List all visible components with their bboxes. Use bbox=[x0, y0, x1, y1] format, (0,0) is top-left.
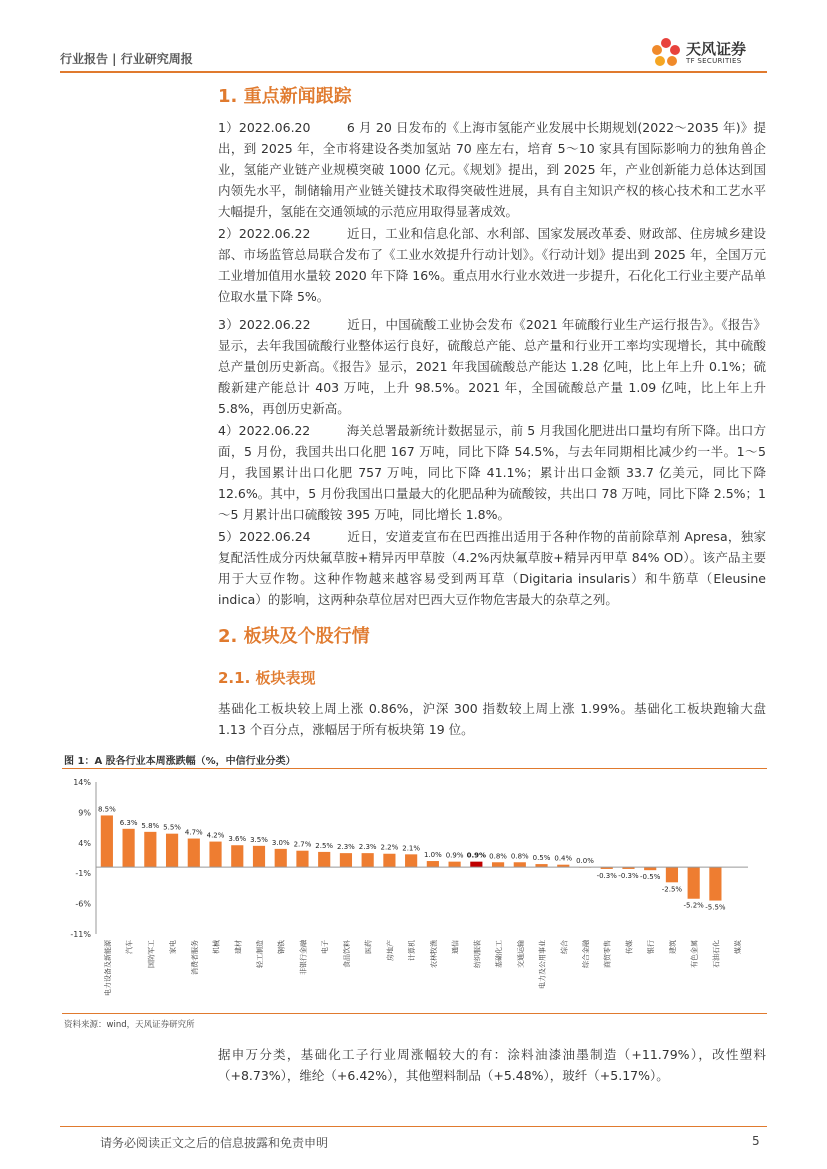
data-label: 4.7% bbox=[184, 828, 203, 837]
category-label: 综合金融 bbox=[582, 940, 590, 968]
data-label: 3.0% bbox=[271, 838, 290, 847]
news-text: 海关总署最新统计数据显示，前 5 月我国化肥进出口量均有所下降。出口方面，5 月份，我国共出口化肥 167 万吨，同比下降 54.5%，与去年同期相比减少约一半。1～5 月，我国累计出口化肥 757 万吨，同比下降 41.1%；累计出口金额 33.7 亿美元，同比下降 12.6%。其中，5 月份我国出口量最大的化肥品种为硫酸铵，共出口 78 万吨，同比下降 2.5%；1～5 月累计出口硫酸铵 395 万吨，同比增长 1.8%。 bbox=[218, 423, 766, 522]
figure-top-divider bbox=[62, 768, 767, 769]
subsector-paragraph: 据申万分类，基础化工子行业周涨幅较大的有：涂料油漆油墨制造（+11.79%），改性塑料（+8.73%），维纶（+6.42%），其他塑料制品（+5.48%），玻纤（+5.17%）。 bbox=[218, 1047, 766, 1083]
news-item-5 bbox=[218, 526, 766, 610]
news-date: 2022.06.20 bbox=[238, 120, 311, 135]
bar bbox=[514, 862, 526, 867]
bar bbox=[123, 829, 135, 867]
data-label: -5.2% bbox=[683, 901, 704, 910]
data-label: 0.9% bbox=[445, 851, 464, 860]
data-label: 0.0% bbox=[576, 857, 594, 866]
news-text: 近日，工业和信息化部、水利部、国家发展改革委、财政部、住房城乡建设部、市场监管总局联合发布了《工业水效提升行动计划》。《行动计划》提出到 2025 年，全国万元工业增加值用水量较 2020 年下降 16%。重点用水行业水效进一步提升，石化化工行业主要产品单位取水量下降 5%。 bbox=[218, 226, 766, 304]
y-tick-label: -1% bbox=[75, 869, 91, 879]
category-label: 交通运输 bbox=[516, 940, 525, 968]
data-label: 2.7% bbox=[293, 840, 312, 849]
news-item-3 bbox=[218, 314, 766, 419]
category-label: 建材 bbox=[234, 940, 243, 954]
bar bbox=[405, 854, 417, 867]
header-divider bbox=[60, 71, 767, 73]
data-label: 8.5% bbox=[97, 805, 116, 814]
category-label: 非银行金融 bbox=[299, 940, 308, 975]
data-label: 2.3% bbox=[337, 843, 355, 852]
bar bbox=[688, 867, 700, 899]
bar bbox=[340, 853, 352, 867]
news-item-2 bbox=[218, 223, 766, 307]
data-label: 2.5% bbox=[315, 841, 334, 850]
category-label: 商贸零售 bbox=[603, 940, 612, 968]
category-label: 房地产 bbox=[386, 940, 395, 961]
data-label: 0.9% bbox=[466, 851, 487, 860]
bar bbox=[296, 851, 308, 867]
data-label: 6.3% bbox=[119, 818, 138, 827]
bar bbox=[275, 849, 287, 867]
news-num: 5） bbox=[218, 529, 240, 544]
logo-name: 天风证券 bbox=[686, 40, 747, 58]
bar bbox=[144, 832, 156, 867]
logo-flower-icon bbox=[648, 36, 684, 70]
bar bbox=[101, 815, 113, 867]
section-2-1-title: 2.1. 板块表现 bbox=[218, 669, 316, 687]
news-date: 2022.06.24 bbox=[239, 529, 311, 544]
sector-summary: 基础化工板块较上周上涨 0.86%，沪深 300 指数较上周上涨 1.99%。基础化工板块跑输大盘 1.13 个百分点，涨幅居于所有板块第 19 位。 bbox=[218, 701, 766, 737]
data-label: 2.3% bbox=[358, 843, 377, 852]
category-label: 钢铁 bbox=[277, 940, 286, 954]
bar bbox=[709, 867, 721, 900]
logo-subtitle: TF SECURITIES bbox=[686, 57, 742, 65]
data-label: 3.5% bbox=[250, 835, 268, 844]
data-label: -0.5% bbox=[640, 873, 661, 882]
category-label: 消费者服务 bbox=[190, 940, 199, 975]
news-text: 近日，安道麦宣布在巴西推出适用于各种作物的苗前除草剂 Apresa，独家复配活性成分丙炔氟草胺+精异丙甲草胺（4.2%丙炔氟草胺+精异丙甲草 84% OD）。该产品主要用于大豆作物。这种作物越来越容易受到两耳草（Digitaria insularis）和牛筋草（Eleusine indica）的影响，这两种杂草位居对巴西大豆作物危害最大的杂草之列。 bbox=[218, 529, 766, 607]
category-label: 石油石化 bbox=[712, 940, 721, 968]
data-label: 0.8% bbox=[510, 852, 529, 861]
bar bbox=[492, 862, 504, 867]
category-label: 传媒 bbox=[625, 940, 634, 954]
news-num: 3） bbox=[218, 317, 239, 332]
bar bbox=[209, 842, 221, 868]
bar bbox=[166, 834, 178, 867]
category-label: 综合 bbox=[560, 940, 569, 954]
data-label: -5.5% bbox=[705, 903, 726, 912]
data-label: 5.8% bbox=[141, 821, 160, 830]
category-label: 计算机 bbox=[408, 940, 417, 961]
data-label: 2.1% bbox=[402, 844, 421, 853]
bar bbox=[318, 852, 330, 867]
news-date: 2022.06.22 bbox=[238, 226, 311, 241]
footer-divider bbox=[60, 1126, 767, 1127]
figure-title: 图 1：A 股各行业本周涨跌幅（%，中信行业分类） bbox=[64, 756, 296, 767]
bar bbox=[470, 862, 482, 867]
data-label: -0.3% bbox=[618, 871, 639, 880]
category-label: 国防军工 bbox=[147, 940, 156, 968]
section-1-title: 1. 重点新闻跟踪 bbox=[218, 86, 352, 107]
category-label: 通信 bbox=[451, 940, 460, 954]
y-tick-label: 4% bbox=[78, 838, 91, 848]
category-label: 食品饮料 bbox=[342, 940, 351, 968]
news-num: 2） bbox=[218, 226, 239, 241]
news-num: 4） bbox=[218, 423, 239, 438]
bar bbox=[362, 853, 374, 867]
category-label: 轻工制造 bbox=[256, 940, 264, 968]
data-label: 0.4% bbox=[554, 854, 573, 863]
category-label: 建筑 bbox=[668, 940, 677, 954]
y-tick-label: -11% bbox=[70, 930, 91, 939]
figure-bottom-divider bbox=[62, 1013, 767, 1014]
category-label: 银行 bbox=[647, 940, 656, 954]
bar bbox=[253, 846, 265, 867]
data-label: 2.2% bbox=[380, 843, 399, 852]
data-label: 3.6% bbox=[228, 835, 247, 844]
data-label: 1.0% bbox=[423, 851, 442, 860]
brand-logo bbox=[648, 36, 768, 70]
bar bbox=[427, 861, 439, 867]
data-label: 0.8% bbox=[489, 852, 507, 861]
category-label: 纺织服装 bbox=[473, 940, 482, 968]
figure-source: 资料来源：wind，天风证券研究所 bbox=[64, 1020, 195, 1030]
y-tick-label: -6% bbox=[75, 899, 91, 909]
bar bbox=[449, 862, 461, 867]
category-label: 家电 bbox=[169, 940, 178, 954]
bar bbox=[188, 839, 200, 868]
bar bbox=[383, 854, 395, 867]
y-tick-label: 14% bbox=[73, 778, 91, 787]
data-label: 4.2% bbox=[206, 831, 225, 840]
y-tick-label: 9% bbox=[78, 808, 91, 818]
news-date: 2022.06.22 bbox=[238, 423, 311, 438]
data-label: -0.3% bbox=[596, 871, 617, 880]
category-label: 电子 bbox=[321, 940, 330, 954]
category-label: 电力及公用事业 bbox=[538, 940, 547, 989]
data-label: -2.5% bbox=[661, 885, 683, 894]
category-label: 医药 bbox=[364, 940, 373, 954]
news-text: 近日，中国硫酸工业协会发布《2021 年硫酸行业生产运行报告》。《报告》显示，去年我国硫酸行业整体运行良好，硫酸总产能、总产量和行业开工率均实现增长，其中硫酸总产量创历史新高。《报告》显示，2021 年我国硫酸总产能达 1.28 亿吨，比上年上升 0.1%；硫酸新建产能总计 403 万吨，上升 98.5%。2021 年，全国硫酸总产量 1.09 亿吨，比上年上升 5.8%，再创历史新高。 bbox=[218, 317, 766, 416]
news-text: 6 月 20 日发布的《上海市氢能产业发展中长期规划(2022～2035 年)》提出，到 2025 年，全市将建设各类加氢站 70 座左右，培育 5～10 家具有国际影响力的独角兽企业，氢能产业链产业规模突破 1000 亿元。《规划》提出，到 2025 年，产业创新能力总体达到国内领先水平，制储输用产业链关键技术取得突破性进展，具有自主知识产权的核心技术和工艺水平大幅提升，氢能在交通领域的示范应用取得显著成效。 bbox=[218, 120, 766, 219]
bar bbox=[666, 867, 678, 882]
report-category: 行业报告 | 行业研究周报 bbox=[60, 52, 193, 66]
news-item-1 bbox=[218, 117, 766, 222]
news-item-4 bbox=[218, 420, 766, 525]
category-label: 汽车 bbox=[125, 940, 134, 954]
news-num: 1） bbox=[218, 120, 239, 135]
data-label: 0.5% bbox=[532, 854, 551, 863]
page-number: 5 bbox=[752, 1134, 760, 1148]
category-label: 基础化工 bbox=[495, 940, 504, 968]
category-label: 电力设备及新能源 bbox=[103, 940, 112, 996]
bar bbox=[231, 845, 243, 867]
industry-bar-chart bbox=[62, 772, 762, 1012]
footer-disclaimer: 请务必阅读正文之后的信息披露和免责申明 bbox=[100, 1136, 329, 1150]
data-label: 5.5% bbox=[163, 823, 181, 832]
news-date: 2022.06.22 bbox=[238, 317, 311, 332]
category-label: 农林牧渔 bbox=[429, 940, 438, 968]
section-2-title: 2. 板块及个股行情 bbox=[218, 626, 370, 647]
category-label: 煤炭 bbox=[734, 940, 743, 954]
category-label: 有色金属 bbox=[690, 940, 699, 968]
category-label: 机械 bbox=[212, 940, 221, 954]
